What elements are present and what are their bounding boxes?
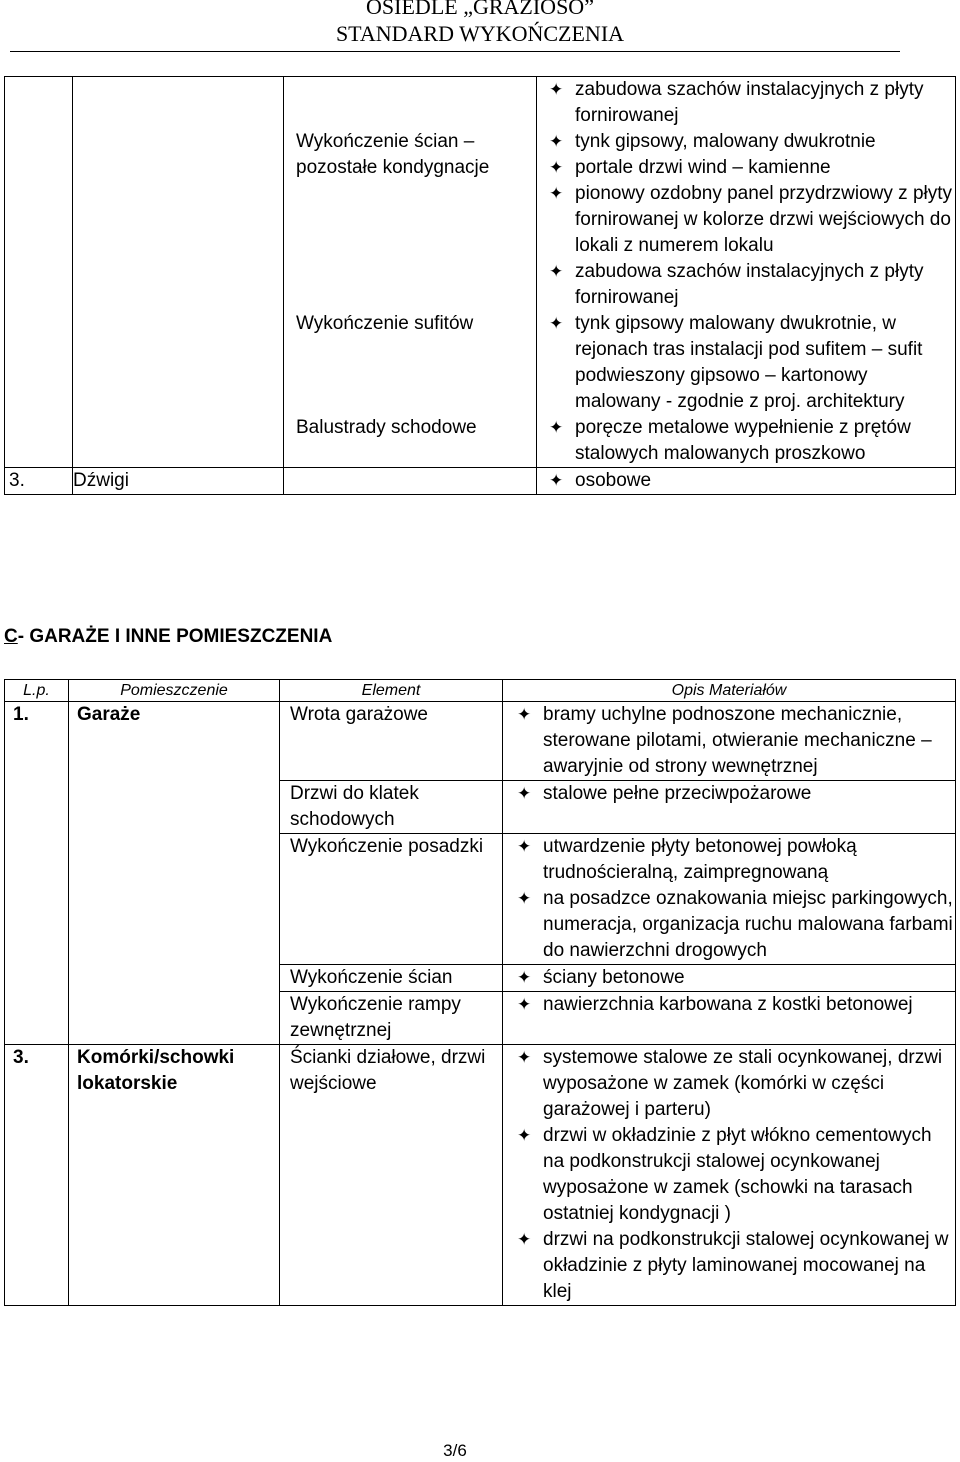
header-desc: Opis Materiałów (503, 680, 956, 702)
list-item-text: ściany betonowe (543, 967, 685, 988)
table-row (5, 834, 956, 965)
four-point-star-icon: ✦ (517, 995, 532, 1014)
header-lp: L.p. (5, 680, 69, 702)
four-point-star-icon: ✦ (517, 1048, 532, 1067)
list-item-text: portale drzwi wind – kamienne (575, 157, 831, 178)
cell-lp (5, 781, 69, 834)
table-row (5, 311, 956, 415)
list-item (515, 1123, 955, 1227)
list-item-text: drzwi na podkonstrukcji stalowej ocynkowanej w okładzinie z płyty laminowanej mocowanej na klej (543, 1229, 949, 1302)
four-point-star-icon: ✦ (517, 968, 532, 987)
list-item-text: pionowy ozdobny panel przydrzwiowy z płyty fornirowanej w kolorze drzwi wejściowych do lokali z numerem lokalu (575, 183, 953, 256)
four-point-star-icon: ✦ (549, 471, 564, 490)
cell-description (503, 992, 956, 1045)
bullet-list (547, 311, 955, 415)
cell-description (537, 468, 956, 495)
four-point-star-icon: ✦ (517, 705, 532, 724)
cell-room: Garaże (69, 702, 280, 781)
cell-description (537, 129, 956, 311)
cell-room (69, 992, 280, 1045)
section-title: - GARAŻE I INNE POMIESZCZENIA (17, 626, 333, 647)
list-item-text: na posadzce oznakowania miejsc parkingowych, numeracja, organizacja ruchu malowana farbami do nawierzchni drogowych (543, 888, 953, 961)
cell-element: Wykończenie ścian – pozostałe kondygnacje (284, 129, 537, 311)
list-item-text: osobowe (575, 470, 652, 491)
four-point-star-icon: ✦ (517, 837, 532, 856)
cell-lp: 1. (5, 702, 69, 781)
page-number: 3/6 (443, 1441, 467, 1460)
bullet-list (515, 965, 955, 991)
bullet-list (547, 129, 955, 311)
cell-room (69, 965, 280, 992)
list-item (547, 181, 955, 259)
section-letter: C (4, 626, 18, 647)
document-subtitle: STANDARD WYKOŃCZENIA (335, 21, 625, 46)
cell-lp (5, 77, 73, 130)
four-point-star-icon: ✦ (549, 418, 564, 437)
garage-table (4, 679, 956, 1306)
table-row (5, 992, 956, 1045)
document-title: OSIEDLE „GRAZIOSO” (366, 0, 594, 19)
cell-lp (5, 311, 73, 415)
bullet-list (515, 992, 955, 1018)
cell-description (537, 311, 956, 415)
cell-lp (5, 992, 69, 1045)
list-item-text: tynk gipsowy, malowany dwukrotnie (575, 131, 876, 152)
bullet-list (547, 415, 955, 467)
four-point-star-icon: ✦ (549, 158, 564, 177)
cell-lp (5, 965, 69, 992)
list-item (547, 415, 955, 467)
cell-room (73, 129, 284, 311)
cell-element: Wrota garażowe (280, 702, 503, 781)
cell-element (284, 468, 537, 495)
list-item (515, 781, 955, 807)
bullet-list (515, 781, 955, 807)
four-point-star-icon: ✦ (517, 1126, 532, 1145)
table-row (5, 965, 956, 992)
four-point-star-icon: ✦ (549, 314, 564, 333)
list-item-text: zabudowa szachów instalacyjnych z płyty fornirowanej (575, 261, 924, 308)
table-row (5, 1045, 956, 1306)
cell-description (537, 415, 956, 468)
table-header-row (5, 680, 956, 702)
cell-lp: 3. (5, 468, 73, 495)
cell-element: Drzwi do klatek schodowych (280, 781, 503, 834)
four-point-star-icon: ✦ (549, 132, 564, 151)
cell-description (503, 965, 956, 992)
four-point-star-icon: ✦ (517, 1230, 532, 1249)
list-item (547, 468, 955, 494)
cell-lp: 3. (5, 1045, 69, 1306)
cell-element: Wykończenie ścian (280, 965, 503, 992)
list-item (547, 155, 955, 181)
table-row (5, 415, 956, 468)
four-point-star-icon: ✦ (517, 784, 532, 803)
finish-table-continued (4, 76, 956, 495)
cell-room: Dźwigi (73, 468, 284, 495)
table-row (5, 702, 956, 781)
bullet-list (515, 702, 955, 780)
cell-description (503, 781, 956, 834)
list-item (547, 77, 955, 129)
list-item (515, 965, 955, 991)
list-item-text: zabudowa szachów instalacyjnych z płyty fornirowanej (575, 79, 924, 126)
cell-room (73, 311, 284, 415)
table-row (5, 77, 956, 130)
four-point-star-icon: ✦ (549, 80, 564, 99)
four-point-star-icon: ✦ (549, 184, 564, 203)
list-item-text: stalowe pełne przeciwpożarowe (543, 783, 812, 804)
cell-element: Wykończenie sufitów (284, 311, 537, 415)
cell-room: Komórki/schowki lokatorskie (69, 1045, 280, 1306)
cell-element: Ścianki działowe, drzwi wejściowe (280, 1045, 503, 1306)
cell-lp (5, 129, 73, 311)
list-item-text: tynk gipsowy malowany dwukrotnie, w rejonach tras instalacji pod sufitem – sufit podwieszony gipsowo – kartonowy malowany - zgodnie z proj. architektury (575, 313, 923, 412)
cell-element (284, 77, 537, 130)
table-row (5, 129, 956, 311)
cell-room (69, 781, 280, 834)
cell-room (69, 834, 280, 965)
cell-element: Balustrady schodowe (284, 415, 537, 468)
list-item (515, 886, 955, 964)
list-item (515, 992, 955, 1018)
cell-description (503, 834, 956, 965)
bullet-list (515, 1045, 955, 1305)
header-element: Element (280, 680, 503, 702)
list-item (515, 834, 955, 886)
list-item-text: nawierzchnia karbowana z kostki betonowej (543, 994, 913, 1015)
cell-room (73, 415, 284, 468)
list-item (515, 1045, 955, 1123)
list-item (547, 129, 955, 155)
cell-element: Wykończenie rampy zewnętrznej (280, 992, 503, 1045)
bullet-list (547, 468, 955, 494)
list-item (515, 1227, 955, 1305)
cell-element: Wykończenie posadzki (280, 834, 503, 965)
list-item-text: poręcze metalowe wypełnienie z prętów stalowych malowanych proszkowo (575, 417, 911, 464)
bullet-list (547, 77, 955, 129)
list-item (515, 702, 955, 780)
four-point-star-icon: ✦ (549, 262, 564, 281)
cell-description (537, 77, 956, 130)
list-item-text: drzwi w okładzinie z płyt włókno cementowych na podkonstrukcji stalowej ocynkowanej wyposażone w zamek (schowki na tarasach ostatniej kondygnacji ) (543, 1125, 932, 1224)
table-row (5, 781, 956, 834)
cell-lp (5, 834, 69, 965)
header-rule (10, 51, 900, 52)
four-point-star-icon: ✦ (517, 889, 532, 908)
cell-description (503, 702, 956, 781)
cell-lp (5, 415, 73, 468)
list-item-text: utwardzenie płyty betonowej powłoką trudnościeralną, zaimpregnowaną (543, 836, 857, 883)
cell-description (503, 1045, 956, 1306)
list-item (547, 311, 955, 415)
list-item (547, 259, 955, 311)
section-heading (4, 624, 332, 650)
list-item-text: bramy uchylne podnoszone mechanicznie, sterowane pilotami, otwieranie mechaniczne – awaryjnie od strony wewnętrznej (543, 704, 932, 777)
header-room: Pomieszczenie (69, 680, 280, 702)
list-item-text: systemowe stalowe ze stali ocynkowanej, drzwi wyposażone w zamek (komórki w części garażowej i parteru) (543, 1047, 943, 1120)
bullet-list (515, 834, 955, 964)
cell-room (73, 77, 284, 130)
table-row (5, 468, 956, 495)
